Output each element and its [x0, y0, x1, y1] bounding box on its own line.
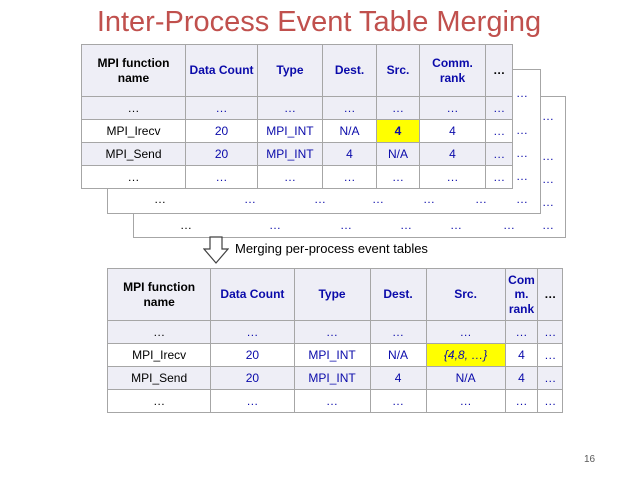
cell: …	[377, 166, 420, 189]
cell: …	[538, 344, 563, 367]
header-src: Src.	[426, 269, 505, 321]
table-row	[108, 367, 563, 390]
header-count: Data Count	[211, 269, 294, 321]
stack-3-corner: …	[542, 109, 554, 123]
cell: …	[486, 143, 513, 166]
page-number: 16	[584, 454, 596, 465]
cell: MPI_Irecv	[108, 344, 211, 367]
stack-3-b3: …	[400, 218, 412, 232]
header-type: Type	[294, 269, 370, 321]
table-row	[108, 321, 563, 344]
header-src: Src.	[377, 45, 420, 97]
cell: N/A	[370, 344, 426, 367]
table-row	[108, 344, 563, 367]
cell: …	[370, 321, 426, 344]
table-header-row	[82, 45, 513, 97]
cell: 20	[211, 344, 294, 367]
cell: 20	[185, 120, 257, 143]
merged-event-table	[107, 268, 563, 413]
cell: 4	[419, 120, 485, 143]
cell: …	[185, 166, 257, 189]
highlighted-src-cell: 4	[377, 120, 420, 143]
cell: …	[486, 120, 513, 143]
cell: …	[82, 97, 186, 120]
header-more: …	[486, 45, 513, 97]
cell: …	[258, 166, 323, 189]
cell: N/A	[426, 367, 505, 390]
header-function: MPI function name	[108, 269, 211, 321]
header-type: Type	[258, 45, 323, 97]
stack-2-b6: …	[516, 192, 528, 206]
header-dest: Dest.	[370, 269, 426, 321]
cell: 4	[322, 143, 376, 166]
header-dest: Dest.	[322, 45, 376, 97]
merge-caption: Merging per-process event tables	[235, 241, 428, 256]
cell: …	[294, 390, 370, 413]
cell: …	[486, 166, 513, 189]
header-function: MPI function name	[82, 45, 186, 97]
cell: …	[426, 321, 505, 344]
cell: …	[377, 97, 420, 120]
cell: MPI_INT	[258, 120, 323, 143]
cell: …	[211, 321, 294, 344]
cell: …	[108, 390, 211, 413]
cell: …	[211, 390, 294, 413]
header-rank: Comm. rank	[419, 45, 485, 97]
stack-3-b0: …	[180, 218, 192, 232]
stack-2-corner: …	[516, 86, 528, 100]
cell: MPI_Send	[82, 143, 186, 166]
stack-2-b3: …	[372, 192, 384, 206]
stack-2-b0: …	[154, 192, 166, 206]
stack-2-b4: …	[423, 192, 435, 206]
table-row	[82, 97, 513, 120]
cell: …	[322, 97, 376, 120]
cell: MPI_Irecv	[82, 120, 186, 143]
merged-src-cell: {4,8, …}	[426, 344, 505, 367]
stack-3-b5: …	[503, 218, 515, 232]
stack-2-c2: …	[516, 169, 528, 183]
table-row	[82, 143, 513, 166]
cell: …	[108, 321, 211, 344]
cell: …	[505, 321, 538, 344]
stack-2-b1: …	[244, 192, 256, 206]
cell: …	[538, 321, 563, 344]
cell: …	[419, 166, 485, 189]
header-count: Data Count	[185, 45, 257, 97]
cell: …	[419, 97, 485, 120]
cell: MPI_Send	[108, 367, 211, 390]
cell: 4	[505, 367, 538, 390]
cell: 20	[211, 367, 294, 390]
stack-3-b6: …	[542, 218, 554, 232]
cell: MPI_INT	[258, 143, 323, 166]
cell: …	[505, 390, 538, 413]
cell: N/A	[377, 143, 420, 166]
table-header-row	[108, 269, 563, 321]
cell: 4	[505, 344, 538, 367]
process-event-table	[81, 44, 513, 189]
header-more: …	[538, 269, 563, 321]
cell: 4	[419, 143, 485, 166]
table-row	[108, 390, 563, 413]
cell: 20	[185, 143, 257, 166]
cell: …	[322, 166, 376, 189]
stack-3-b1: …	[269, 218, 281, 232]
stack-2-c1: …	[516, 146, 528, 160]
cell: 4	[370, 367, 426, 390]
cell: …	[82, 166, 186, 189]
cell: MPI_INT	[294, 367, 370, 390]
cell: N/A	[322, 120, 376, 143]
cell: …	[486, 97, 513, 120]
cell: …	[426, 390, 505, 413]
cell: MPI_INT	[294, 344, 370, 367]
merge-down-arrow-icon	[203, 236, 229, 264]
stack-2-c0: …	[516, 123, 528, 137]
stack-3-c0: …	[542, 149, 554, 163]
stack-3-b4: …	[450, 218, 462, 232]
table-row	[82, 120, 513, 143]
stack-2-b2: …	[314, 192, 326, 206]
header-rank: Com m. rank	[505, 269, 538, 321]
slide-title: Inter-Process Event Table Merging	[96, 6, 542, 38]
table-row	[82, 166, 513, 189]
cell: …	[185, 97, 257, 120]
cell: …	[538, 390, 563, 413]
stack-2-b5: …	[475, 192, 487, 206]
cell: …	[258, 97, 323, 120]
stack-3-c1: …	[542, 172, 554, 186]
cell: …	[538, 367, 563, 390]
cell: …	[370, 390, 426, 413]
cell: …	[294, 321, 370, 344]
stack-3-c2: …	[542, 195, 554, 209]
stack-3-b2: …	[340, 218, 352, 232]
